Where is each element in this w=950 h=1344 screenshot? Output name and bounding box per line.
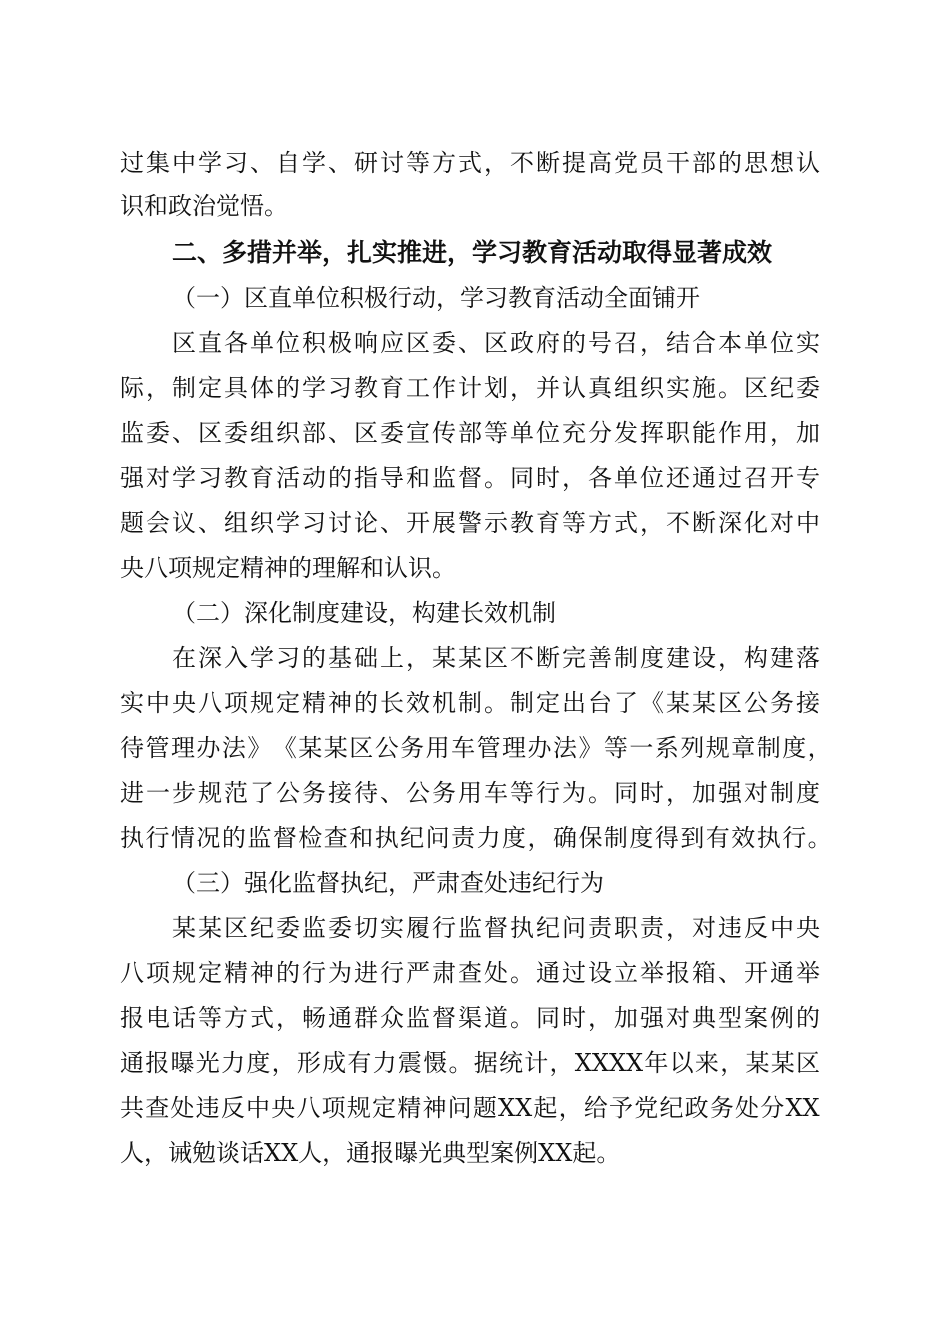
paragraph-line: 强 对 学 习 教 育 活 动 的 指 导 和 监 督 。 同 时 ， 各 单 位 还 通 过 召 开 专	[120, 464, 820, 492]
paragraph-line: 进 一 步 规 范 了 公 务 接 待 、 公 务 用 车 等 行 为 。 同 时 ， 加 强 对 制 度	[120, 779, 820, 807]
paragraph-line: 监 委 、 区 委 组 织 部 、 区 委 宣 传 部 等 单 位 充 分 发 挥 职 能 作 用 ， 加	[120, 419, 820, 447]
subsection-heading: （一）区直单位积极行动，学习教育活动全面铺开	[172, 284, 700, 312]
paragraph-line: 在 深 入 学 习 的 基 础 上 ， 某 某 区 不 断 完 善 制 度 建 设 ， 构 建 落	[172, 644, 820, 672]
subsection-heading: （三）强化监督执纪，严肃查处违纪行为	[172, 869, 604, 897]
paragraph-line: 央八项规定精神的理解和认识。	[120, 554, 456, 582]
paragraph-line: 执 行 情 况 的 监 督 检 查 和 执 纪 问 责 力 度 ， 确 保 制 度 得 到 有 效 执 行 。	[120, 824, 832, 852]
paragraph-line: 过 集 中 学 习 、 自 学 、 研 讨 等 方 式 ， 不 断 提 高 党 员 干 部 的 思 想 认	[120, 149, 820, 177]
paragraph-line: 某 某 区 纪 委 监 委 切 实 履 行 监 督 执 纪 问 责 职 责 ， 对 违 反 中 央	[172, 914, 820, 942]
paragraph-line: 报 电 话 等 方 式 ， 畅 通 群 众 监 督 渠 道 。 同 时 ， 加 强 对 典 型 案 例 的	[120, 1004, 820, 1032]
paragraph-line: 待 管 理 办 法 》 《 某 某 区 公 务 用 车 管 理 办 法 》 等 一 系 列 规 章 制 度 ，	[120, 734, 832, 762]
paragraph-line: 人，诫勉谈话XX人，通报曝光典型案例XX起。	[120, 1139, 621, 1167]
paragraph-line: 通 报 曝 光 力 度 ， 形 成 有 力 震 慑 。 据 统 计 ， XXXX 年 以 来 ， 某 某 区	[120, 1049, 820, 1077]
paragraph-line: 际 ， 制 定 具 体 的 学 习 教 育 工 作 计 划 ， 并 认 真 组 织 实 施 。 区 纪 委	[120, 374, 820, 402]
paragraph-line: 八 项 规 定 精 神 的 行 为 进 行 严 肃 查 处 。 通 过 设 立 举 报 箱 、 开 通 举	[120, 959, 820, 987]
subsection-heading: （二）深化制度建设，构建长效机制	[172, 599, 556, 627]
paragraph-line: 题 会 议 、 组 织 学 习 讨 论 、 开 展 警 示 教 育 等 方 式 ， 不 断 深 化 对 中	[120, 509, 820, 537]
paragraph-line: 区 直 各 单 位 积 极 响 应 区 委 、 区 政 府 的 号 召 ， 结 合 本 单 位 实	[172, 329, 820, 357]
section-heading: 二、多措并举，扎实推进，学习教育活动取得显著成效	[172, 238, 773, 267]
paragraph-line: 实 中 央 八 项 规 定 精 神 的 长 效 机 制 。 制 定 出 台 了 《 某 某 区 公 务 接	[120, 689, 820, 717]
paragraph-line: 识和政治觉悟。	[120, 192, 288, 220]
paragraph-line: 共 查 处 违 反 中 央 八 项 规 定 精 神 问 题 XX 起 ， 给 予 党 纪 政 务 处 分 XX	[120, 1094, 820, 1122]
